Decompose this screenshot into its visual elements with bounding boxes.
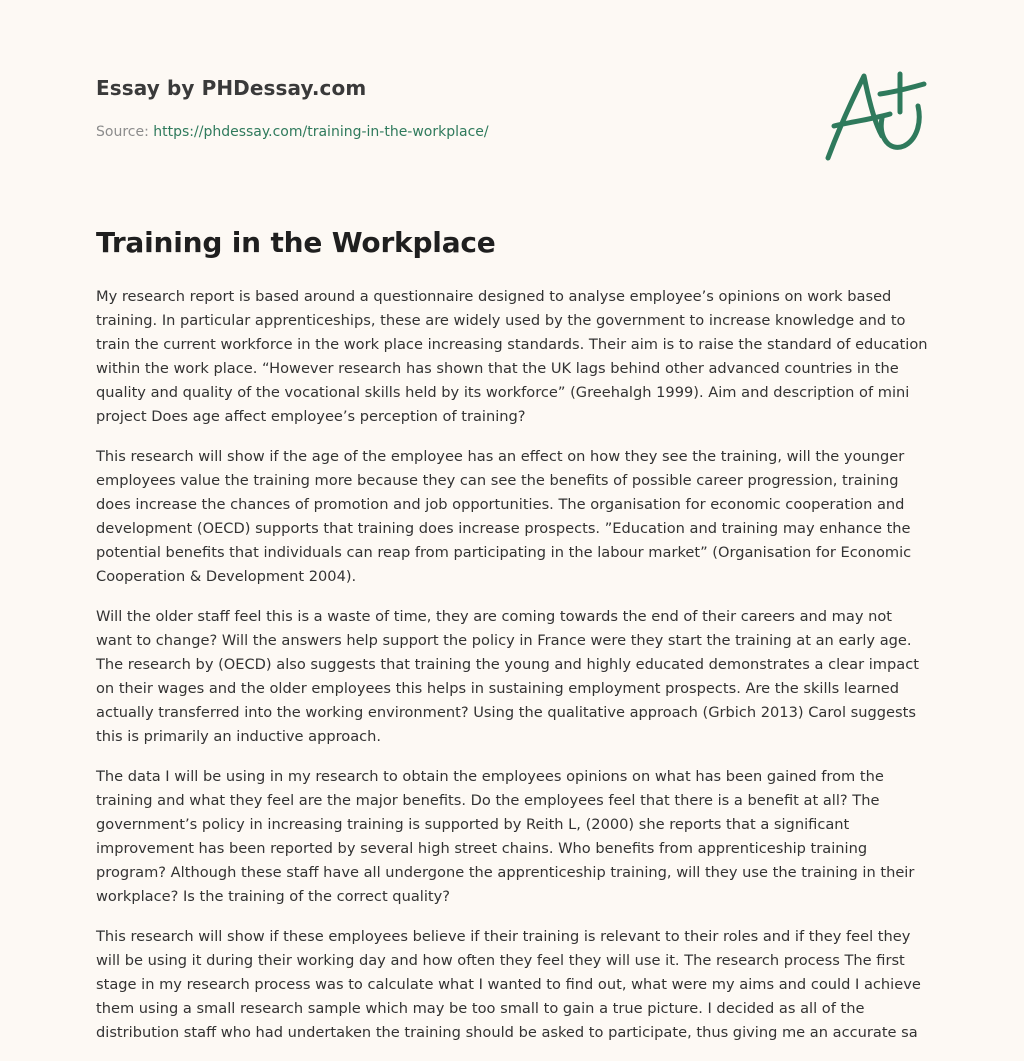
source-label: Source: bbox=[96, 124, 149, 140]
essay-paragraph: The data I will be using in my research to obtain the employees opinions on what has been gained from the training and what they feel are the major benefits. Do the employees feel that there is a benefit at all? The government’s policy in increasing training is supported by Reith L, (2000) she reports that a significant improvement has been reported by several high street chains. Who benefits from apprenticeship training program? Although these staff have all undergone the apprenticeship training, will they use the training in their workplace? Is the training of the correct quality? bbox=[96, 768, 915, 905]
essay-paragraph: This research will show if these employees believe if their training is relevant to their roles and if they feel they will be using it during their working day and how often they feel they will use it. The research process The first stage in my research process was to calculate what I wanted to find out, what were my aims and could I achieve them using a small research sample which may be too small to gain a true picture. I decided as all of the distribution staff who had undertaken the training should be asked to participate, thus giving me an accurate sa bbox=[96, 928, 921, 1041]
source-link[interactable]: https://phdessay.com/training-in-the-workplace/ bbox=[153, 124, 489, 140]
source-line bbox=[96, 124, 489, 140]
essay-page bbox=[96, 0, 928, 1041]
a-plus-grade-icon bbox=[820, 66, 928, 166]
page-header bbox=[96, 0, 928, 200]
essay-body bbox=[96, 285, 928, 1061]
essay-paragraph: Will the older staff feel this is a waste of time, they are coming towards the end of their careers and may not want to change? Will the answers help support the policy in France were they start the training at an early age. The research by (OECD) also suggests that training the young and highly educated demonstrates a clear impact on their wages and the older employees this helps in sustaining employment prospects. Are the skills learned actually transferred into the working environment? Using the qualitative approach (Grbich 2013) Carol suggests this is primarily an inductive approach. bbox=[96, 608, 919, 745]
essay-title: Training in the Workplace bbox=[96, 226, 496, 259]
essay-paragraph: My research report is based around a questionnaire designed to analyse employee’s opinions on work based training. In particular apprenticeships, these are widely used by the government to increase knowledge and to train the current workforce in the work place increasing standards. Their aim is to raise the standard of education within the work place. “However research has shown that the UK lags behind other advanced countries in the quality and quality of the vocational skills held by its workforce” (Greehalgh 1999). Aim and description of mini project Does age affect employee’s perception of training? bbox=[96, 288, 928, 425]
site-brand: Essay by PHDessay.com bbox=[96, 76, 367, 100]
essay-paragraph: This research will show if the age of the employee has an effect on how they see the training, will the younger employees value the training more because they can see the benefits of possible career progression, training does increase the chances of promotion and job opportunities. The organisation for economic cooperation and development (OECD) supports that training does increase prospects. ”Education and training may enhance the potential benefits that individuals can reap from participating in the labour market” (Organisation for Economic Cooperation & Development 2004). bbox=[96, 448, 912, 585]
